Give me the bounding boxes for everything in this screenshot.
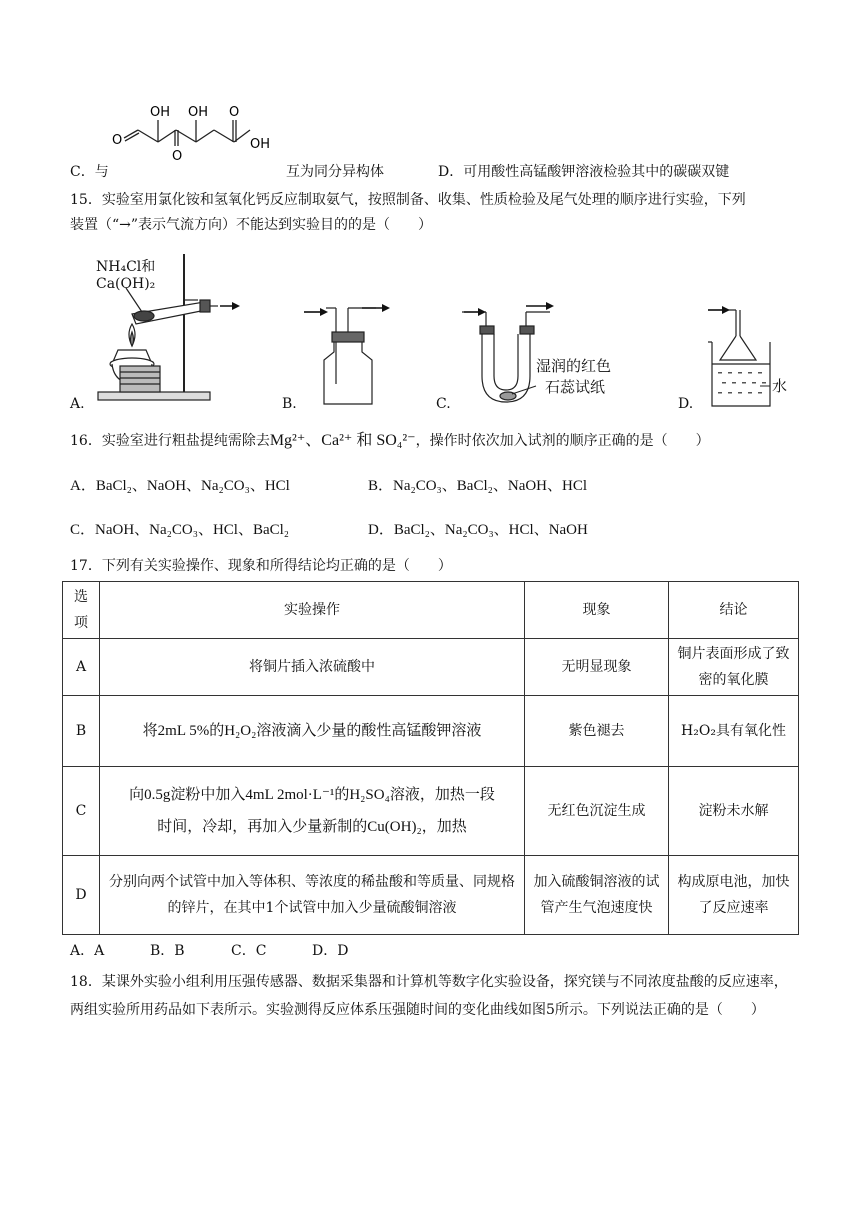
- table-row: [63, 767, 799, 856]
- q17-table: [62, 581, 799, 935]
- q15-litmus-label-2: 石蕊试纸: [545, 378, 606, 396]
- cell-operation: 将铜片插入浓硫酸中: [100, 639, 525, 696]
- header-option: [63, 582, 100, 639]
- structure-label: O: [229, 105, 240, 120]
- apparatus-b-gas-bottle: [300, 304, 400, 412]
- table-header-row: [63, 582, 799, 639]
- q14-option-c-prefix: C．与: [70, 164, 109, 180]
- q17-answer-c: C．C: [231, 943, 267, 959]
- cell-phenomenon: 无明显现象: [525, 639, 669, 696]
- q16-stem: [70, 431, 710, 451]
- header-option-line1: 选: [74, 589, 88, 605]
- cell-phenomenon: 无红色沉淀生成: [525, 767, 669, 856]
- cell-phenomenon: 紫色褪去: [525, 696, 669, 767]
- cell-operation: 分别向两个试管中加入等体积、等浓度的稀盐酸和等质量、同规格的锌片，在其中1个试管中加入少量硫酸铜溶液: [100, 856, 525, 935]
- q16-stem-suffix: ，操作时依次加入试剂的顺序正确的是（ ）: [415, 433, 710, 449]
- q17-answer-a: A．A: [70, 943, 105, 959]
- q16-option-d: D．BaCl₂、Na₂CO₃、HCl、NaOH: [368, 522, 588, 538]
- structure-label: OH: [188, 105, 209, 120]
- q15-option-d-label: D.: [678, 396, 694, 412]
- q16-stem-prefix: 16．实验室进行粗盐提纯需除去: [70, 433, 270, 449]
- table-row: [63, 856, 799, 935]
- header-operation: 实验操作: [100, 582, 525, 639]
- q14-option-c-suffix: 互为同分异构体: [286, 164, 384, 180]
- q15-option-a-label: A.: [70, 396, 85, 412]
- q17-answer-b: B．B: [150, 943, 185, 959]
- q14-option-d: D．可用酸性高锰酸钾溶液检验其中的碳碳双键: [438, 164, 730, 180]
- q15-option-c-label: C.: [436, 396, 451, 412]
- cell-operation: 将2mL 5%的H₂O₂溶液滴入少量的酸性高锰酸钾溶液: [100, 696, 525, 767]
- q15-litmus-label-1: 湿润的红色: [536, 357, 612, 375]
- structure-label: OH: [250, 137, 271, 152]
- table-row: [63, 639, 799, 696]
- apparatus-a-heating-diagram: [92, 250, 252, 410]
- q16-option-c: C．NaOH、Na₂CO₃、HCl、BaCl₂: [70, 522, 290, 538]
- header-conclusion: 结论: [669, 582, 799, 639]
- cell-phenomenon: 加入硫酸铜溶液的试管产生气泡速度快: [525, 856, 669, 935]
- cell-conclusion: H₂O₂具有氧化性: [669, 696, 799, 767]
- q16-ions: Mg²⁺、Ca²⁺ 和 SO₄²⁻: [269, 432, 416, 449]
- structure-label: OH: [150, 105, 171, 120]
- cell-conclusion: 构成原电池，加快了反应速率: [669, 856, 799, 935]
- q18-stem: 18．某课外实验小组利用压强传感器、数据采集器和计算机等数字化实验设备，探究镁与不同浓度盐酸的反应速率，两组实验所用药品如下表所示。实验测得反应体系压强随时间的变化曲线如图5所示。下列说法正确的是（ ）: [70, 974, 788, 1018]
- q16-option-a: A．BaCl₂、NaOH、Na₂CO₃、HCl: [70, 478, 290, 494]
- table-row: [63, 696, 799, 767]
- structure-label: O: [172, 149, 183, 162]
- q15-reagent-label-2: Ca(OH)₂: [96, 276, 156, 292]
- cell-conclusion: 铜片表面形成了致密的氧化膜: [669, 639, 799, 696]
- header-option-line2: 项: [74, 615, 88, 631]
- header-phenomenon: 现象: [525, 582, 669, 639]
- cell-option: C: [63, 767, 100, 856]
- cell-option: A: [63, 639, 100, 696]
- cell-conclusion: 淀粉未水解: [669, 767, 799, 856]
- q15-stem-line1: 15．实验室用氯化铵和氢氧化钙反应制取氨气，按照制备、收集、性质检验及尾气处理的顺序进行实验，下列: [70, 192, 746, 208]
- q17-answer-d: D．D: [312, 943, 349, 959]
- cell-option: B: [63, 696, 100, 767]
- cell-operation-line2: 时间，冷却，再加入少量新制的Cu(OH)₂，加热: [157, 819, 467, 835]
- hexose-structure-diagram: [100, 98, 290, 162]
- q15-option-b-label: B.: [282, 396, 297, 412]
- cell-operation: [100, 767, 525, 856]
- q15-stem-line2: 装置（“→”表示气流方向）不能达到实验目的的是（ ）: [70, 217, 433, 233]
- q17-stem: 17．下列有关实验操作、现象和所得结论均正确的是（ ）: [70, 558, 452, 574]
- cell-option: D: [63, 856, 100, 935]
- q16-option-b: B．Na₂CO₃、BaCl₂、NaOH、HCl: [368, 478, 588, 494]
- structure-label: O: [112, 133, 123, 148]
- cell-operation-line1: 向0.5g淀粉中加入4mL 2mol·L⁻¹的H₂SO₄溶液，加热一段: [129, 787, 495, 803]
- q15-reagent-label-1: NH₄Cl和: [96, 259, 156, 275]
- q15-water-label: 水: [772, 377, 788, 395]
